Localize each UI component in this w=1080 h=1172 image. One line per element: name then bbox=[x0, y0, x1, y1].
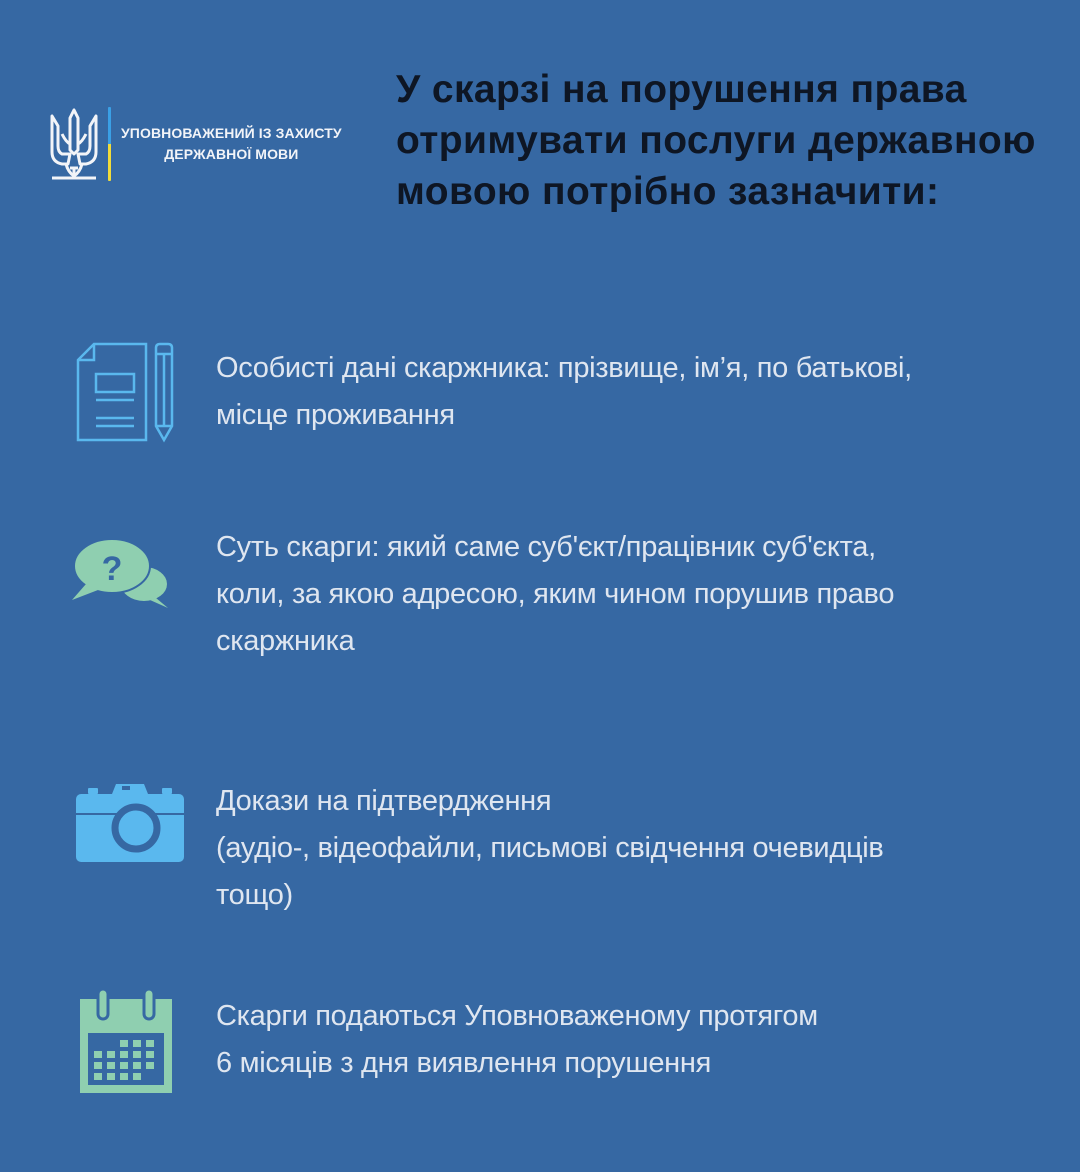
item-text bbox=[216, 345, 1046, 439]
item-line: Особисті дані скаржника: прізвище, ім’я, по батькові, bbox=[216, 352, 912, 384]
item-line: коли, за якою адресою, яким чином порушив право bbox=[216, 578, 895, 610]
ombudsman-logo bbox=[48, 106, 342, 182]
camera-icon bbox=[76, 784, 184, 864]
item-text bbox=[216, 993, 1046, 1087]
item-text bbox=[216, 524, 1046, 665]
logo-line-1: УПОВНОВАЖЕНИЙ ІЗ ЗАХИСТУ bbox=[121, 125, 342, 141]
item-line: тощо) bbox=[216, 879, 293, 911]
question-speech-bubbles-icon bbox=[72, 536, 172, 612]
logo-text bbox=[121, 123, 342, 165]
document-pencil-icon bbox=[76, 342, 176, 444]
title-line-3: мовою потрібно зазначити: bbox=[396, 170, 940, 213]
svg-text:?: ? bbox=[101, 550, 123, 588]
flag-stripe bbox=[108, 107, 111, 181]
item-line: 6 місяців з дня виявлення порушення bbox=[216, 1047, 711, 1079]
page-title bbox=[396, 64, 1076, 217]
item-line: скаржника bbox=[216, 625, 355, 657]
item-text bbox=[216, 778, 1046, 919]
calendar-icon bbox=[80, 985, 174, 1095]
item-line: Суть скарги: який саме суб'єкт/працівник суб'єкта, bbox=[216, 531, 876, 563]
title-line-2: отримувати послуги державною bbox=[396, 119, 1036, 162]
item-line: (аудіо-, відеофайли, письмові свідчення очевидців bbox=[216, 832, 884, 864]
logo-line-2: ДЕРЖАВНОЇ МОВИ bbox=[164, 146, 299, 162]
item-line: Докази на підтвердження bbox=[216, 785, 552, 817]
trident-icon bbox=[48, 106, 100, 182]
item-line: місце проживання bbox=[216, 399, 455, 431]
item-line: Скарги подаються Уповноваженому протягом bbox=[216, 1000, 818, 1032]
title-line-1: У скарзі на порушення права bbox=[396, 68, 967, 111]
